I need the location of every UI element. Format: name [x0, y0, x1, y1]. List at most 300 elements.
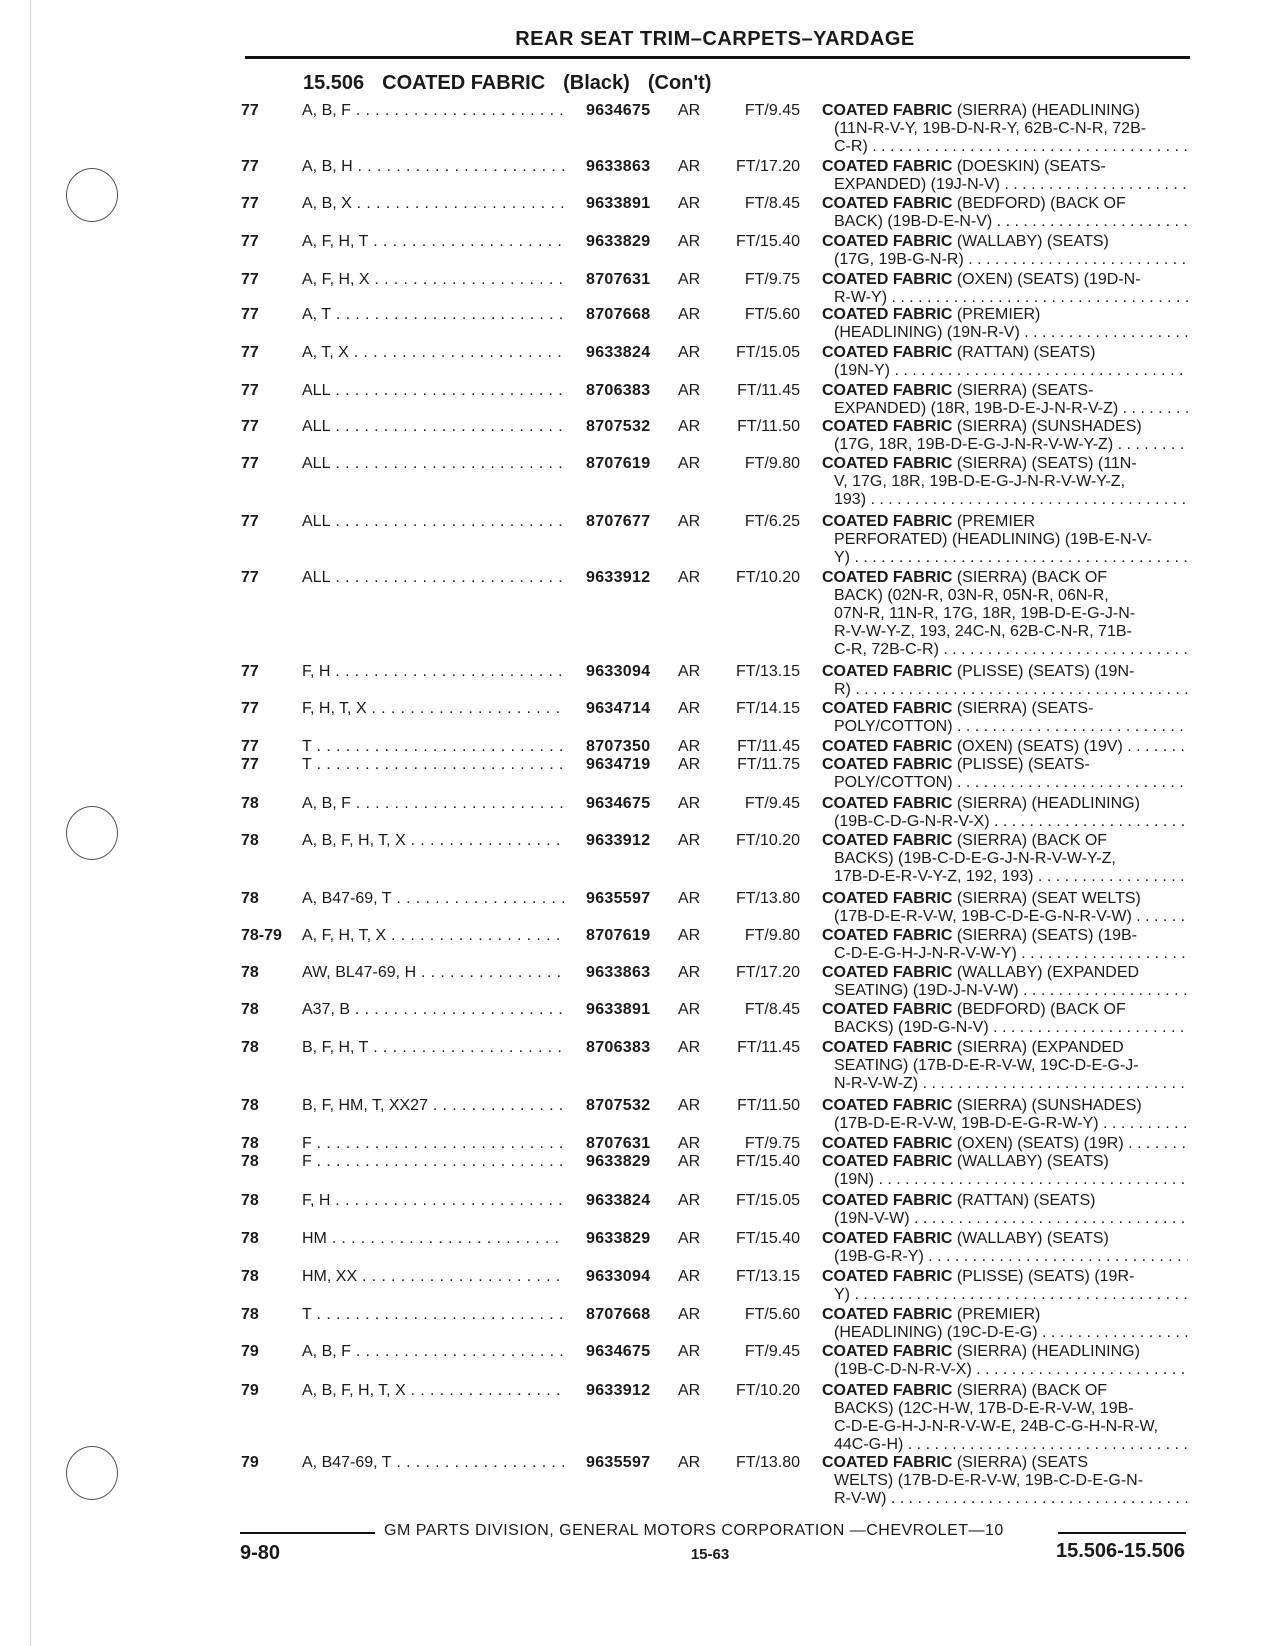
description-text: EXPANDED) (18R, 19B-D-E-J-N-R-V-Z) — [834, 400, 1119, 417]
description-line — [822, 473, 1188, 491]
description-text: SEATING) (17B-D-E-R-V-W, 19C-D-E-G-J- — [834, 1057, 1139, 1074]
description-text: (17B-D-E-R-V-W, 19B-C-D-E-G-N-R-V-W) — [834, 908, 1132, 925]
unit-price: FT/13.15 — [735, 1268, 800, 1285]
description-text: (SIERRA) (BACK OF — [952, 832, 1108, 849]
description-text: (PLISSE) (SEATS- — [952, 756, 1090, 773]
model-year: 78 — [241, 1097, 259, 1114]
quantity: AR — [678, 1039, 701, 1056]
model-codes: F, H . . . — [302, 1192, 564, 1210]
description-item: COATED FABRIC — [822, 569, 953, 586]
description-line — [822, 531, 1188, 549]
part-description — [822, 964, 1188, 1000]
description-text: POLY/COTTON) — [834, 774, 953, 791]
model-year: 77 — [241, 418, 259, 435]
unit-price: FT/13.15 — [735, 663, 800, 680]
description-item: COATED FABRIC — [822, 418, 953, 435]
description-line — [822, 233, 1188, 251]
model-codes: AW, BL47-69, H . . . — [302, 964, 564, 982]
footer-date: 9-80 — [240, 1542, 281, 1564]
part-description — [822, 195, 1188, 231]
part-description — [822, 795, 1188, 831]
unit-price: FT/15.05 — [735, 1192, 800, 1209]
unit-price: FT/11.50 — [737, 1097, 800, 1114]
description-line — [822, 513, 1188, 531]
part-number: 8707668 — [586, 306, 651, 323]
model-year: 77 — [241, 271, 259, 288]
unit-price: FT/11.45 — [737, 382, 800, 399]
description-text: (SIERRA) (SEATS) (19B- — [952, 927, 1137, 944]
model-codes: A, F, H, T . . . — [302, 233, 564, 251]
unit-price: FT/11.75 — [737, 756, 800, 773]
description-text: (PLISSE) (SEATS) (19N- — [952, 663, 1135, 680]
unit-price: FT/10.20 — [735, 832, 800, 849]
description-line — [822, 1001, 1188, 1019]
model-year: 77 — [241, 344, 259, 361]
description-text: R-V-W) — [834, 1490, 887, 1507]
description-text: (RATTAN) (SEATS) — [952, 344, 1096, 361]
part-description — [822, 1135, 1188, 1153]
quantity: AR — [678, 306, 701, 323]
model-codes: T . . . — [302, 756, 564, 774]
part-description — [822, 271, 1188, 307]
description-item: COATED FABRIC — [822, 795, 953, 812]
part-number: 9633824 — [586, 1192, 651, 1209]
description-line — [822, 813, 1188, 831]
unit-price: FT/15.40 — [735, 1230, 800, 1247]
description-item: COATED FABRIC — [822, 233, 953, 250]
quantity: AR — [678, 1097, 701, 1114]
quantity: AR — [678, 513, 701, 530]
description-line — [822, 623, 1188, 641]
description-text: (17B-D-E-R-V-W, 19B-D-E-G-R-W-Y) — [834, 1115, 1099, 1132]
description-line — [822, 271, 1188, 289]
model-year: 79 — [241, 1343, 259, 1360]
model-year: 77 — [241, 158, 259, 175]
part-number: 9633094 — [586, 663, 651, 680]
model-year: 77 — [241, 195, 259, 212]
description-line — [822, 587, 1188, 605]
description-line — [822, 1436, 1188, 1454]
quantity: AR — [678, 1306, 701, 1323]
description-line — [822, 890, 1188, 908]
model-codes: ALL . . . — [302, 513, 564, 531]
unit-price: FT/11.45 — [737, 1039, 800, 1056]
model-codes: A, T, X . . . — [302, 344, 564, 362]
description-line — [822, 1286, 1188, 1304]
description-line — [822, 1210, 1188, 1228]
model-year: 78 — [241, 890, 259, 907]
description-text: (19B-C-D-G-N-R-V-X) — [834, 813, 990, 830]
description-text: 07N-R, 11N-R, 17G, 18R, 19B-D-E-G-J-N- — [834, 605, 1136, 622]
description-line — [822, 400, 1188, 418]
description-item: COATED FABRIC — [822, 1268, 953, 1285]
description-text: BACK) (19B-D-E-N-V) — [834, 213, 993, 230]
part-description — [822, 233, 1188, 269]
section-color: (Black) — [563, 72, 630, 94]
description-line — [822, 569, 1188, 587]
model-codes: B, F, H, T . . . — [302, 1039, 564, 1057]
description-text: (OXEN) (SEATS) (19V) — [952, 738, 1123, 755]
description-text: 44C-G-H) — [834, 1436, 904, 1453]
model-codes: A, B, F, H, T, X . . . — [302, 832, 564, 850]
quantity: AR — [678, 964, 701, 981]
part-description — [822, 102, 1188, 156]
description-item: COATED FABRIC — [822, 663, 953, 680]
description-text: BACK) (02N-R, 03N-R, 05N-R, 06N-R, — [834, 587, 1109, 604]
description-line — [822, 850, 1188, 868]
model-codes: A, B, F, H, T, X . . . — [302, 1382, 564, 1400]
quantity: AR — [678, 233, 701, 250]
part-number: 8706383 — [586, 382, 651, 399]
description-line — [822, 344, 1188, 362]
quantity: AR — [678, 738, 701, 755]
description-line — [822, 1115, 1188, 1133]
model-year: 78 — [241, 1268, 259, 1285]
description-text: 193) — [834, 491, 867, 508]
description-line — [822, 663, 1188, 681]
model-codes: HM . . . — [302, 1230, 564, 1248]
description-line — [822, 868, 1188, 886]
description-text: (SIERRA) (HEADLINING) — [952, 795, 1140, 812]
quantity: AR — [678, 890, 701, 907]
unit-price: FT/10.20 — [735, 1382, 800, 1399]
description-text: (HEADLINING) (19C-D-E-G) — [834, 1324, 1038, 1341]
description-text: (SIERRA) (HEADLINING) — [952, 1343, 1140, 1360]
description-text: POLY/COTTON) — [834, 718, 953, 735]
description-text: C-R, 72B-C-R) — [834, 641, 939, 658]
footer-rule-left — [240, 1532, 375, 1534]
unit-price: FT/14.15 — [735, 700, 800, 717]
part-description — [822, 700, 1188, 736]
unit-price: FT/17.20 — [735, 964, 800, 981]
part-description — [822, 927, 1188, 963]
description-text: (WALLABY) (SEATS) — [952, 1230, 1109, 1247]
part-number: 9633891 — [586, 1001, 651, 1018]
description-item: COATED FABRIC — [822, 964, 953, 981]
description-text: (19N-Y) — [834, 362, 891, 379]
model-year: 77 — [241, 306, 259, 323]
model-codes: A, B, F . . . — [302, 1343, 564, 1361]
model-codes: A, B, F . . . — [302, 795, 564, 813]
part-description — [822, 663, 1188, 699]
description-text: C-D-E-G-H-J-N-R-V-W-Y) — [834, 945, 1017, 962]
description-item: COATED FABRIC — [822, 1454, 953, 1471]
description-text: C-R) — [834, 138, 868, 155]
description-text: (OXEN) (SEATS) (19D-N- — [952, 271, 1141, 288]
quantity: AR — [678, 1001, 701, 1018]
description-line — [822, 681, 1188, 699]
part-description — [822, 158, 1188, 194]
model-codes: F, H . . . — [302, 663, 564, 681]
description-text: (WALLABY) (SEATS) — [952, 1153, 1109, 1170]
part-number: 9633912 — [586, 569, 651, 586]
description-text: (SIERRA) (SEATS — [952, 1454, 1089, 1471]
part-number: 8707631 — [586, 1135, 651, 1152]
quantity: AR — [678, 271, 701, 288]
model-codes: F . . . — [302, 1153, 564, 1171]
description-text: (SIERRA) (HEADLINING) — [952, 102, 1140, 119]
description-text: (PREMIER — [952, 513, 1036, 530]
description-text: (BEDFORD) (BACK OF — [952, 195, 1126, 212]
model-year: 78 — [241, 832, 259, 849]
quantity: AR — [678, 700, 701, 717]
description-line — [822, 1135, 1188, 1153]
part-description — [822, 1268, 1188, 1304]
part-description — [822, 1454, 1188, 1508]
part-number: 9633824 — [586, 344, 651, 361]
unit-price: FT/15.40 — [735, 233, 800, 250]
model-year: 78 — [241, 1192, 259, 1209]
description-item: COATED FABRIC — [822, 306, 953, 323]
model-codes: A, B47-69, T . . . — [302, 890, 564, 908]
part-description — [822, 455, 1188, 509]
description-item: COATED FABRIC — [822, 756, 953, 773]
description-line — [822, 1230, 1188, 1248]
description-line — [822, 362, 1188, 380]
part-description — [822, 890, 1188, 926]
description-text: (SIERRA) (SEATS- — [952, 382, 1094, 399]
model-year: 77 — [241, 756, 259, 773]
model-codes: ALL . . . — [302, 569, 564, 587]
description-item: COATED FABRIC — [822, 102, 953, 119]
model-year: 79 — [241, 1454, 259, 1471]
model-year: 77 — [241, 102, 259, 119]
footer-publisher: GM PARTS DIVISION, GENERAL MOTORS CORPORATION —CHEVROLET—10 — [384, 1522, 1004, 1539]
quantity: AR — [678, 832, 701, 849]
description-text: (RATTAN) (SEATS) — [952, 1192, 1096, 1209]
part-number: 9634714 — [586, 700, 651, 717]
description-line — [822, 382, 1188, 400]
model-codes: B, F, HM, T, XX27 . . . — [302, 1097, 564, 1115]
description-line — [822, 1171, 1188, 1189]
quantity: AR — [678, 418, 701, 435]
quantity: AR — [678, 1135, 701, 1152]
model-year: 78 — [241, 1039, 259, 1056]
model-year: 78 — [241, 1306, 259, 1323]
description-text: (WALLABY) (SEATS) — [952, 233, 1109, 250]
quantity: AR — [678, 158, 701, 175]
description-text: (17G, 18R, 19B-D-E-G-J-N-R-V-W-Y-Z) — [834, 436, 1114, 453]
description-text: PERFORATED) (HEADLINING) (19B-E-N-V- — [834, 531, 1152, 548]
unit-price: FT/15.40 — [735, 1153, 800, 1170]
section-name: COATED FABRIC — [382, 72, 546, 94]
description-line — [822, 213, 1188, 231]
description-line — [822, 1454, 1188, 1472]
description-item: COATED FABRIC — [822, 1230, 953, 1247]
description-line — [822, 289, 1188, 307]
description-text: 17B-D-E-R-V-Y-Z, 192, 193) — [834, 868, 1034, 885]
model-year: 78 — [241, 1135, 259, 1152]
quantity: AR — [678, 1153, 701, 1170]
description-text: V, 17G, 18R, 19B-D-E-G-J-N-R-V-W-Y-Z, — [834, 473, 1126, 490]
description-line — [822, 418, 1188, 436]
part-description — [822, 1306, 1188, 1342]
description-item: COATED FABRIC — [822, 832, 953, 849]
model-codes: T . . . — [302, 738, 564, 756]
unit-price: FT/5.60 — [744, 306, 800, 323]
unit-price: FT/5.60 — [744, 1306, 800, 1323]
part-description — [822, 569, 1188, 659]
description-item: COATED FABRIC — [822, 1153, 953, 1170]
description-line — [822, 795, 1188, 813]
quantity: AR — [678, 382, 701, 399]
description-text: (SIERRA) (EXPANDED — [952, 1039, 1124, 1056]
description-line — [822, 832, 1188, 850]
quantity: AR — [678, 455, 701, 472]
description-text: (19B-G-R-Y) — [834, 1248, 924, 1265]
unit-price: FT/9.75 — [744, 271, 800, 288]
description-text: (SIERRA) (SUNSHADES) — [952, 1097, 1142, 1114]
description-item: COATED FABRIC — [822, 455, 953, 472]
model-codes: A, F, H, X . . . — [302, 271, 564, 289]
model-codes: A, B, X . . . — [302, 195, 564, 213]
description-item: COATED FABRIC — [822, 738, 953, 755]
description-line — [822, 1039, 1188, 1057]
model-codes: HM, XX . . . — [302, 1268, 564, 1286]
description-line — [822, 1153, 1188, 1171]
model-codes: ALL . . . — [302, 382, 564, 400]
description-item: COATED FABRIC — [822, 700, 953, 717]
quantity: AR — [678, 663, 701, 680]
description-line — [822, 982, 1188, 1000]
description-line — [822, 1019, 1188, 1037]
part-description — [822, 832, 1188, 886]
part-number: 8707619 — [586, 455, 651, 472]
description-line — [822, 1490, 1188, 1508]
part-number: 8707631 — [586, 271, 651, 288]
description-line — [822, 102, 1188, 120]
description-item: COATED FABRIC — [822, 927, 953, 944]
part-description — [822, 756, 1188, 792]
description-text: (19B-C-D-N-R-V-X) — [834, 1361, 972, 1378]
model-year: 77 — [241, 738, 259, 755]
model-year: 77 — [241, 455, 259, 472]
model-codes: ALL . . . — [302, 418, 564, 436]
model-codes: A, F, H, T, X . . . — [302, 927, 564, 945]
description-item: COATED FABRIC — [822, 1039, 953, 1056]
quantity: AR — [678, 1382, 701, 1399]
part-description — [822, 1153, 1188, 1189]
description-text: R-V-W-Y-Z, 193, 24C-N, 62B-C-N-R, 71B- — [834, 623, 1132, 640]
unit-price: FT/11.45 — [737, 738, 800, 755]
description-line — [822, 774, 1188, 792]
part-number: 9635597 — [586, 890, 651, 907]
description-line — [822, 436, 1188, 454]
description-line — [822, 1400, 1188, 1418]
model-year: 77 — [241, 663, 259, 680]
description-line — [822, 455, 1188, 473]
description-line — [822, 964, 1188, 982]
part-description — [822, 344, 1188, 380]
description-line — [822, 605, 1188, 623]
model-year: 77 — [241, 233, 259, 250]
quantity: AR — [678, 1192, 701, 1209]
description-line — [822, 1057, 1188, 1075]
description-text: (BEDFORD) (BACK OF — [952, 1001, 1126, 1018]
description-line — [822, 908, 1188, 926]
part-number: 9633829 — [586, 1153, 651, 1170]
description-item: COATED FABRIC — [822, 1097, 953, 1114]
footer-page-number: 15-63 — [690, 1546, 730, 1563]
unit-price: FT/13.80 — [735, 1454, 800, 1471]
part-description — [822, 1382, 1188, 1454]
part-number: 8707350 — [586, 738, 651, 755]
description-text: (SIERRA) (SEAT WELTS) — [952, 890, 1141, 907]
unit-price: FT/8.45 — [744, 195, 800, 212]
description-item: COATED FABRIC — [822, 271, 953, 288]
description-line — [822, 756, 1188, 774]
part-description — [822, 513, 1188, 567]
footer-rule-right — [1058, 1532, 1186, 1534]
unit-price: FT/10.20 — [735, 569, 800, 586]
part-number: 9633094 — [586, 1268, 651, 1285]
part-description — [822, 1097, 1188, 1133]
description-line — [822, 738, 1188, 756]
part-description — [822, 418, 1188, 454]
part-description — [822, 382, 1188, 418]
description-text: N-R-V-W-Z) — [834, 1075, 919, 1092]
description-text: EXPANDED) (19J-N-V) — [834, 176, 1000, 193]
description-text: Y) — [834, 1286, 850, 1303]
model-codes: A, T . . . — [302, 306, 564, 324]
model-year: 78 — [241, 1153, 259, 1170]
unit-price: FT/9.75 — [744, 1135, 800, 1152]
description-text: (PREMIER) — [952, 306, 1041, 323]
part-number: 8707619 — [586, 927, 651, 944]
description-line — [822, 1097, 1188, 1115]
model-codes: F . . . — [302, 1135, 564, 1153]
description-text: (OXEN) (SEATS) (19R) — [952, 1135, 1124, 1152]
description-line — [822, 1472, 1188, 1490]
quantity: AR — [678, 1230, 701, 1247]
section-cont: (Con't) — [647, 72, 712, 94]
description-text: (19N-V-W) — [834, 1210, 910, 1227]
description-line — [822, 138, 1188, 156]
description-text: (19N) — [834, 1171, 875, 1188]
model-year: 78-79 — [241, 927, 282, 944]
description-item: COATED FABRIC — [822, 1135, 953, 1152]
description-line — [822, 306, 1188, 324]
part-number: 9633829 — [586, 233, 651, 250]
description-line — [822, 158, 1188, 176]
quantity: AR — [678, 927, 701, 944]
part-number: 9633891 — [586, 195, 651, 212]
description-line — [822, 1324, 1188, 1342]
description-line — [822, 1268, 1188, 1286]
footer-section-range: 15.506-15.506 — [1055, 1540, 1185, 1562]
description-line — [822, 1418, 1188, 1436]
description-text: (SIERRA) (BACK OF — [952, 1382, 1108, 1399]
description-text: (DOESKIN) (SEATS- — [952, 158, 1106, 175]
model-codes: T . . . — [302, 1306, 564, 1324]
unit-price: FT/15.05 — [735, 344, 800, 361]
quantity: AR — [678, 795, 701, 812]
part-description — [822, 1230, 1188, 1266]
model-year: 77 — [241, 382, 259, 399]
description-line — [822, 1382, 1188, 1400]
model-codes: A37, B . . . — [302, 1001, 564, 1019]
quantity: AR — [678, 195, 701, 212]
page-title: REAR SEAT TRIM–CARPETS–YARDAGE — [515, 28, 915, 50]
description-text: BACKS) (19B-C-D-E-G-J-N-R-V-W-Y-Z, — [834, 850, 1116, 867]
part-description — [822, 1039, 1188, 1093]
description-item: COATED FABRIC — [822, 1001, 953, 1018]
model-year: 78 — [241, 1001, 259, 1018]
description-line — [822, 324, 1188, 342]
unit-price: FT/9.45 — [744, 102, 800, 119]
description-line — [822, 927, 1188, 945]
part-number: 9634675 — [586, 102, 651, 119]
